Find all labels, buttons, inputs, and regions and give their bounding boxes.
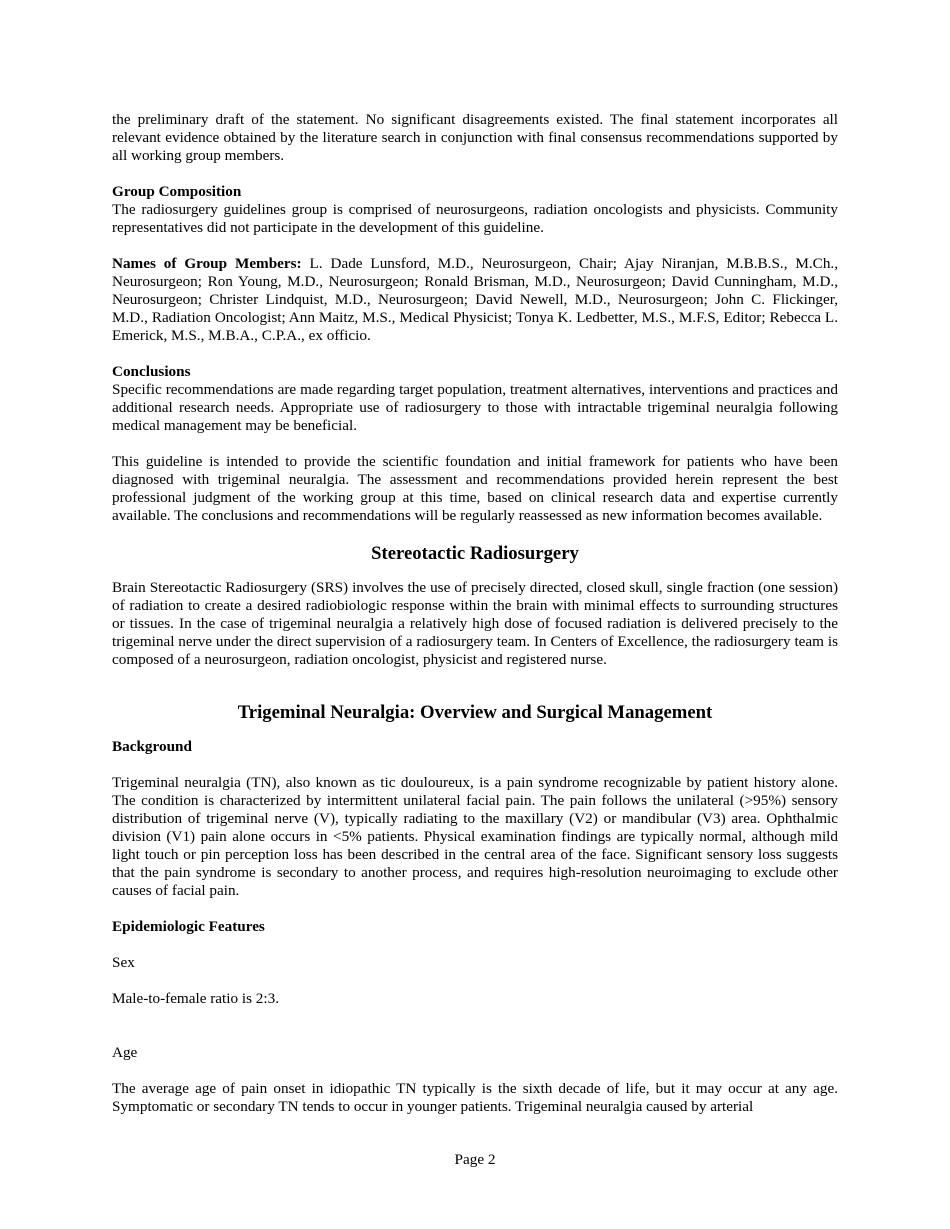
srs-paragraph: Brain Stereotactic Radiosurgery (SRS) involves the use of precisely directed, closed skull, single fraction (one session) of radiation to create a desired radiobiologic response within the brain with minimal effects to surrounding structures or tissues. In the case of trigeminal neuralgia a relatively high dose of focused radiation is delivered precisely to the trigeminal nerve under the direct supervision of a radiosurgery team. In Centers of Excellence, the radiosurgery team is composed of a neurosurgeon, radiation oncologist, physicist and registered nurse.	[112, 579, 838, 668]
group-members-label: Names of Group Members:	[112, 255, 302, 272]
conclusions-paragraph: Specific recommendations are made regarding target population, treatment alternatives, interventions and practices and additional research needs. Appropriate use of radiosurgery to those with intractable trigeminal neuralgia following medical management may be beneficial.	[112, 381, 838, 434]
group-composition-heading: Group Composition	[112, 183, 242, 200]
epidemiologic-heading: Epidemiologic Features	[112, 918, 265, 935]
group-members-paragraph	[112, 255, 838, 345]
group-composition-paragraph: The radiosurgery guidelines group is comprised of neurosurgeons, radiation oncologists and physicists. Community representatives did not participate in the development of this guideline.	[112, 201, 838, 236]
tn-overview-heading: Trigeminal Neuralgia: Overview and Surgical Management	[237, 702, 713, 723]
background-heading: Background	[112, 738, 192, 755]
age-label: Age	[112, 1044, 138, 1061]
document-page	[112, 111, 838, 1116]
sex-paragraph: Male-to-female ratio is 2:3.	[112, 990, 280, 1007]
sex-label: Sex	[112, 954, 135, 971]
page-number: Page 2	[454, 1151, 496, 1168]
group-members-list: L. Dade Lunsford, M.D., Neurosurgeon, Chair; Ajay Niranjan, M.B.B.S., M.Ch., Neurosurgeon; Ron Young, M.D., Neurosurgeon; Ronald Brisman, M.D., Neurosurgeon; David Cunningham, M.D., Neurosurgeon; Christer Lindquist, M.D., Neurosurgeon; David Newell, M.D., Neurosurgeon; John C. Flickinger, M.D., Radiation Oncologist; Ann Maitz, M.S., Medical Physicist; Tonya K. Ledbetter, M.S., M.F.S, Editor; Rebecca L. Emerick, M.S., M.B.A., C.P.A., ex officio.	[112, 255, 839, 344]
age-paragraph: The average age of pain onset in idiopathic TN typically is the sixth decade of life, but it may occur at any age. Symptomatic or secondary TN tends to occur in younger patients. Trigeminal neuralgia caused by arterial	[112, 1080, 838, 1115]
intro-paragraph: the preliminary draft of the statement. No significant disagreements existed. The final statement incorporates all relevant evidence obtained by the literature search in conjunction with final consensus recommendations supported by all working group members.	[112, 111, 838, 164]
background-paragraph: Trigeminal neuralgia (TN), also known as tic douloureux, is a pain syndrome recognizable by patient history alone. The condition is characterized by intermittent unilateral facial pain. The pain follows the unilateral (>95%) sensory distribution of trigeminal nerve (V), typically radiating to the maxillary (V2) or mandibular (V3) area. Ophthalmic division (V1) pain alone occurs in <5% patients. Physical examination findings are typically normal, although mild light touch or pin perception loss has been described in the central area of the face. Significant sensory loss suggests that the pain syndrome is secondary to another process, and requires high-resolution neuroimaging to exclude other causes of facial pain.	[112, 774, 838, 899]
conclusions-heading: Conclusions	[112, 363, 191, 380]
srs-heading: Stereotactic Radiosurgery	[371, 543, 579, 564]
guideline-paragraph: This guideline is intended to provide the scientific foundation and initial framework for patients who have been diagnosed with trigeminal neuralgia. The assessment and recommendations provided herein represent the best professional judgment of the working group at this time, based on clinical research data and expertise currently available. The conclusions and recommendations will be regularly reassessed as new information becomes available.	[112, 453, 838, 524]
